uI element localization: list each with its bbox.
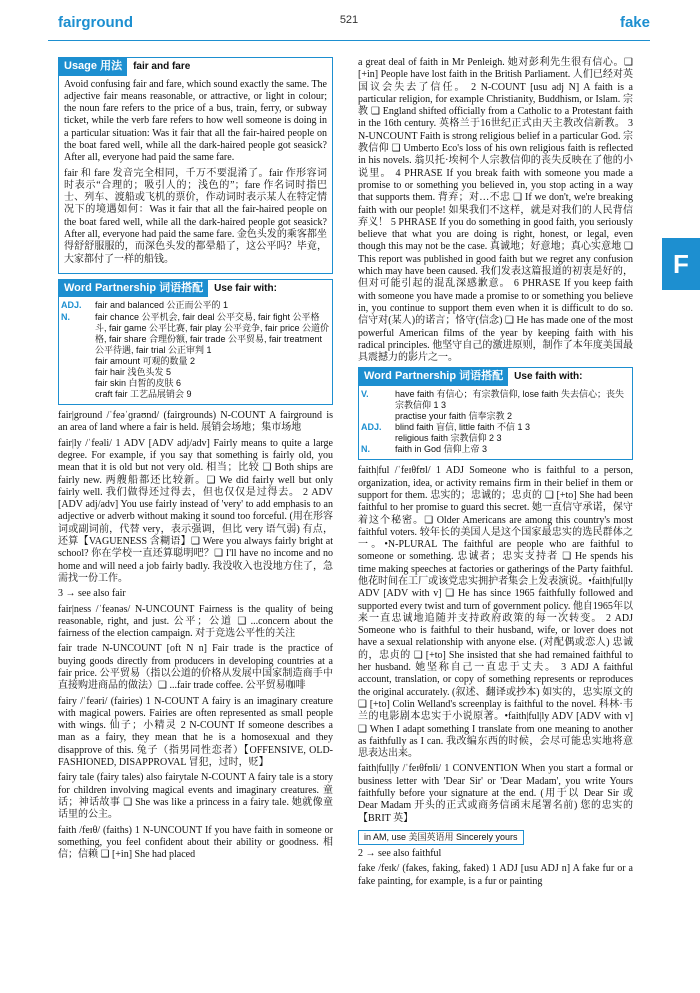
page-header [48, 10, 650, 40]
cross-reference: 3 → see also fair [58, 588, 126, 600]
wp-pos: N. [61, 311, 70, 322]
wp-fair-title-bar [59, 280, 332, 298]
guideword-left: fairground [58, 14, 133, 31]
wp-pos: ADJ. [61, 300, 82, 311]
wp-text: fair chance 公平机会, fair deal 公平交易, fair fight 公平格斗, fair game 公平比赛, fair play 公平竞争, fair price 公道价格, fair share 合理份额, fair trade 公平贸易, fair treatment 公平待遇, fair trial 公正审判 1 [95, 311, 330, 355]
wp-text: blind faith 盲信, little faith 不信 1 3 [395, 422, 531, 433]
page-number: 521 [339, 14, 359, 26]
wp-row [59, 356, 332, 367]
wp-row [359, 433, 632, 444]
guideword-right: fake [619, 14, 650, 31]
wp-text: craft fair 工艺品展销会 9 [95, 388, 192, 399]
wp-faith-title-bar [359, 368, 632, 386]
wp-pos [59, 378, 93, 389]
right-column [358, 57, 633, 891]
wp-pos [59, 389, 93, 400]
usage-box-chinese: fair 和 fare 发音完全相同，千万不要混淆了。fair 作形容词时表示“合理的；吸引人的；浅色的”；fare 作名词时指巴士、列车、渡船或飞机的票价，作动词时表示某人在特定情况下的境遇如何：Was it fair that all the fair-haired people on the boat fared well, while all the dark-haired people got seasick? After all, everyone had paid the same fare. 金色头发的乘客都坐得舒舒服服的，而深色头发的都晕船了，这公平吗？毕竟，大家都付了一样的船钱。 [64, 167, 327, 265]
word-partnership-fair [58, 279, 333, 405]
entry-faith: faith /feɪθ/ (faiths) 1 N-UNCOUNT If you have faith in someone or something, you feel confident about their ability or goodness. 相信；信赖 ❑ [+in] She had placed [58, 824, 333, 861]
wp-row [59, 378, 332, 389]
wp-row [359, 411, 632, 422]
entry-fairness: fair|ness /ˈfeənəs/ N-UNCOUNT Fairness is the quality of being reasonable, right, and just. 公平；公道 ❑ ...concern about the fairness of the election campaign. 对于竞选公平性的关注 [58, 603, 333, 640]
thumb-index-tab: F [662, 238, 700, 290]
wp-row [359, 389, 632, 411]
wp-pos [359, 433, 393, 444]
usage-box-body [59, 79, 332, 266]
wp-row [359, 422, 632, 433]
wp-pos [359, 411, 393, 422]
wp-text: fair and balanced 公正而公平的 1 [95, 300, 229, 311]
entry-fake: fake /feɪk/ (fakes, faking, faked) 1 ADJ [usu ADJ n] A fake fur or a fake painting, for example, is a fur or painting [358, 863, 633, 887]
entry-fairground: fair|ground /ˈfeəˈɡraʊnd/ (fairgrounds) N-COUNT A fairground is an area of land where a fair is held. 展销会场地；集市场地 [58, 410, 333, 434]
left-column [58, 57, 333, 864]
usage-box-text: Avoid confusing fair and fare, which sound exactly the same. The adjective fair means reasonable, or attractive, or light in colour; the noun fare refers to the price of a bus, train, ferry, or subway ticket, while the verb fare refers to how well someone is doing in a particular situation: Was it fair that all the fair-haired people on the boat fared well, while all the dark-haired people got seasick? After all, everyone had paid the same fare. [64, 78, 327, 164]
wp-text: fair hair 浅色头发 5 [95, 366, 172, 377]
american-english-note: in AM, use 美国英语用 Sincerely yours [358, 830, 524, 845]
usage-box [58, 57, 333, 274]
wp-text: religious faith 宗教信仰 2 3 [395, 433, 502, 444]
wp-row [59, 300, 332, 311]
wp-text: fair amount 可观的数量 2 [95, 355, 196, 366]
wp-row [59, 367, 332, 378]
wp-row [359, 444, 632, 455]
wp-text: practise your faith 信奉宗教 2 [395, 411, 513, 422]
wp-text: fair skin 白皙的皮肤 6 [95, 377, 182, 388]
wp-fair-table [59, 300, 332, 400]
wp-pos: ADJ. [361, 422, 382, 433]
wp-pos: N. [361, 444, 370, 455]
usage-box-tag: Usage 用法 [59, 58, 127, 76]
cross-reference: 2 → see also faithful [358, 847, 442, 859]
entry-fair-trade: fair trade N-UNCOUNT [oft N n] Fair trade is the practice of buying goods directly from producers in developing countries at a fair price. 公平贸易（指以公道的价格从发展中国家制造商手中直接购进商品的做法）❑ ...fair trade coffee. 公平贸易咖啡 [58, 643, 333, 692]
entry-fairy: fairy /ˈfeəri/ (fairies) 1 N-COUNT A fairy is an imaginary creature with magical powers. Fairies are often represented as small people with wings. 仙子；小精灵 2 N-COUNT If someone describes a man as a fairy, they mean that he is a homosexual and they disapprove of this. 兔子（指男同性恋者）【OFFENSIVE, OLD-FASHIONED, DISAPPROVAL 冒犯，过时，贬】 [58, 695, 333, 769]
wp-pos [59, 367, 93, 378]
wp-fair-use: Use fair with: [214, 282, 277, 294]
entry-fairly: fair|ly /ˈfeəli/ 1 ADV [ADV adj/adv] Fairly means to quite a large degree. For example, if you say that something is fairly old, you mean that it is old but not very old. 相当；比较 ❑ Both ships are fairly new. 两艘船都还比较新。❑ We did fairly well but only fairly well. 我们做得还过得去，但也仅仅是过得去。 2 ADV [ADV adj/adv] You use fairly instead of 'very' to add emphasis to an adjective or adverb without making it sound too forceful. (用在形容词或副词前，代替 very，表示强调，但比 very 语气弱) 有点，还算【VAGUENESS 含糊语】❑ Were you always fairly bright at school? 你在学校一直还算聪明吧？❑ I'll have no income and no home and will need a job fairly badly. 我没收入也没地方住了，急需找一份工作。 [58, 437, 333, 584]
wp-faith-tag: Word Partnership 词语搭配 [359, 368, 508, 386]
usage-box-title: fair and fare [133, 60, 191, 72]
wp-text: faith in God 信仰上帝 3 [395, 444, 488, 455]
wp-pos [59, 356, 93, 367]
wp-row [59, 312, 332, 356]
wp-faith-table [359, 389, 632, 455]
wp-row [59, 389, 332, 400]
header-rule [48, 40, 650, 41]
entry-faithful: faith|ful /ˈfeɪθfʊl/ 1 ADJ Someone who is faithful to a person, organization, idea, or activity remains firm in their belief in them or support for them. 忠实的；忠诚的；忠贞的 ❑ [+to] She had been faithful to her promise to guard this secret. 她一直信守承诺，保守着这个秘密。❑ Older Americans are among this country's most faithful voters. 较年长的美国人是这个国家最忠实的选民群体之一。•N-PLURAL The faithful are people who are faithful to someone or something. 忠诚者；忠实支持者 ❑ He spends his time making speeches at factories or gatherings of the Party faithful. 他花时间在工厂或该党忠实拥护者集会上发表演说。•faith|ful|ly ADV [ADV with v] ❑ He has since 1965 faithfully followed and supported every twist and turn of government policy. 他自1965年以来一直忠诚地追随并支持政府政策的每一次转变。 2 ADJ Someone who is faithful to their husband, wife, or lover does not have a sexual relationship with anyone else. (对配偶或恋人) 忠诚的，忠贞的 ❑ [+to] She insisted that she had remained faithful to her husband. 她坚称自己一直忠于丈夫。 3 ADJ A faithful account, translation, or copy of something represents or reproduces the original accurately. (叙述、翻译或抄本) 如实的，忠实原文的 ❑ [+to] Colin Welland's screenplay is faithful to the novel. 科林·韦兰的电影剧本忠实于小说原著。•faith|ful|ly ADV [ADV with v] ❑ When I adapt something I translate from one meaning to another as faithfully as I can. 我改编东西的时候，会尽可能忠实地将意思表达出来。 [358, 465, 633, 760]
usage-box-title-bar [59, 58, 332, 76]
wp-fair-tag: Word Partnership 词语搭配 [59, 280, 208, 298]
wp-pos: V. [361, 388, 369, 399]
entry-faith-continued: a great deal of faith in Mr Penleigh. 她对彭利先生很有信心。❑ [+in] People have lost faith in the British Parliament. 人们已经对英国议会失去了信任。 2 N-COUNT [usu adj N] A faith is a particular religion, for example Christianity, Buddhism, or Islam. 宗教 ❑ England shifted officially from a Catholic to a Protestant faith in the 16th century. 英格兰于16世纪正式由天主教改信新教。 3 N-UNCOUNT Faith is strong religious belief in a particular God. 宗教信仰 ❑ Umberto Eco's loss of his own religious faith is reflected in his novels. 翁贝托·埃柯个人宗教信仰的丧失反映在了他的小说里。 4 PHRASE If you break faith with someone you made a promise to or something you believed in, you stop acting in a way that supports them. 背弃；对…不忠 ❑ If we don't, we're breaking faith with our people! 如果我们不这样，就是对我们的人民背信弃义！ 5 PHRASE If you do something in good faith, you seriously believe that what you are doing is right, honest, or legal, even though this may not be the case. 真诚地；好意地；真心实意地 ❑ This report was published in good faith but we regret any confusion which may have been caused. 我们发表这篇报道的初衷是好的，但对可能引起的混乱深感歉意。 6 PHRASE If you keep faith with someone you have made a promise to or something you believe in, you continue to support them even when it is difficult to do so. 信守对(某人)的诺言；恪守(信念) ❑ He has made one of the most powerful American films of the year by keeping faith with his radical principles. 他坚守自己的激进原则，制作了本年度美国最具震撼力的影片之一。 [358, 57, 633, 364]
word-partnership-faith [358, 367, 633, 460]
entry-faithfully: faith|ful|ly /ˈfeɪθfʊli/ 1 CONVENTION When you start a formal or business letter with 'Dear Sir' or 'Dear Madam', you write Yours faithfully before your signature at the end. (用于以 Dear Sir 或 Dear Madam 开头的正式或商务信函末尾署名前) 您的忠实的【BRIT 英】 [358, 763, 633, 824]
entry-fairy-tale: fairy tale (fairy tales) also fairytale N-COUNT A fairy tale is a story for children involving magical events and imaginary creatures. 童话；神话故事 ❑ She was like a princess in a fairy tale. 她就像童话里的公主。 [58, 772, 333, 821]
wp-faith-use: Use faith with: [514, 371, 583, 383]
wp-text: have faith 有信心；有宗教信仰, lose faith 失去信心；丧失宗教信仰 1 3 [395, 388, 625, 410]
